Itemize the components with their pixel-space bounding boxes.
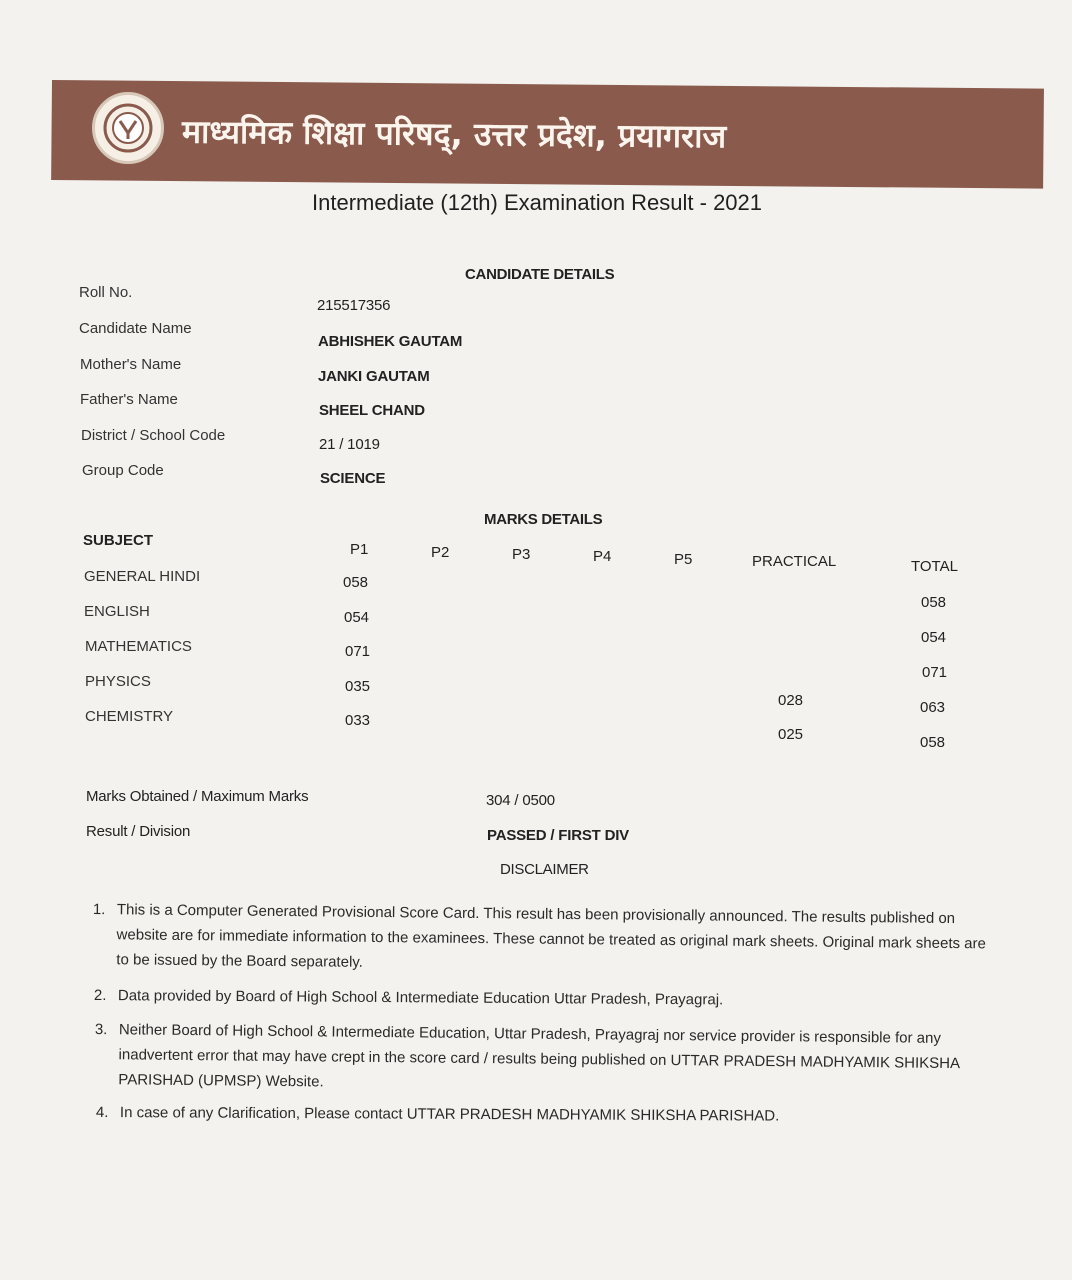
p1-marks: 058 xyxy=(343,574,369,591)
disclaimer-item-text: In case of any Clarification, Please contact UTTAR PRADESH MADHYAMIK SHIKSHA PARISHAD. xyxy=(119,1104,780,1125)
p1-marks: 071 xyxy=(345,643,371,660)
exam-title: Intermediate (12th) Examination Result - 2021 xyxy=(312,190,763,215)
disclaimer-item-number: 1. xyxy=(92,900,106,919)
disclaimer-item-number: 3. xyxy=(94,1020,108,1039)
col-total: TOTAL xyxy=(911,558,958,575)
marks-obtained-value: 304 / 0500 xyxy=(486,792,555,809)
disclaimer-item xyxy=(92,897,993,981)
subject-name: MATHEMATICS xyxy=(85,638,192,655)
mother-name-label: Mother's Name xyxy=(80,356,182,373)
disclaimer-item-text: This is a Computer Generated Provisional Score Card. This result has been provisionally announced. The results published on website are for immediate information to the examinees. These cannot be treated as original mark sheets. Original mark sheets are to be issued by the Board separately. xyxy=(116,901,986,971)
disclaimer-item-text: Neither Board of High School & Intermediate Education, Uttar Pradesh, Prayagraj nor service provider is responsible for any inadvertent error that may have crept in the score card / results being published on UTTAR PRADESH MADHYAMIK SHIKSHA PARISHAD (UPMSP) Website. xyxy=(118,1021,960,1091)
father-name-label: Father's Name xyxy=(80,391,178,408)
total-marks: 054 xyxy=(921,629,947,646)
disclaimer-item-number: 2. xyxy=(93,986,107,1005)
p1-marks: 035 xyxy=(345,678,371,695)
practical-marks: 028 xyxy=(778,692,804,709)
col-practical: PRACTICAL xyxy=(752,553,837,570)
disclaimer-item xyxy=(94,983,994,1014)
col-p4: P4 xyxy=(593,548,612,565)
candidate-name-value: ABHISHEK GAUTAM xyxy=(318,333,463,350)
total-marks: 063 xyxy=(920,699,946,716)
subject-name: GENERAL HINDI xyxy=(84,568,201,585)
col-p3: P3 xyxy=(512,546,531,563)
disclaimer-item-text: Data provided by Board of High School & Intermediate Education Uttar Pradesh, Prayagraj. xyxy=(117,987,724,1009)
roll-no-value: 215517356 xyxy=(317,297,391,314)
total-marks: 071 xyxy=(922,664,948,681)
upmsp-emblem-icon xyxy=(92,92,164,164)
disclaimer-item-number: 4. xyxy=(95,1104,109,1122)
col-p5: P5 xyxy=(674,551,693,568)
total-marks: 058 xyxy=(920,734,946,751)
practical-marks: 025 xyxy=(778,726,804,743)
father-name-value: SHEEL CHAND xyxy=(319,402,425,419)
result-division-label: Result / Division xyxy=(86,823,191,840)
disclaimer-heading: DISCLAIMER xyxy=(500,861,589,878)
marks-obtained-label: Marks Obtained / Maximum Marks xyxy=(86,788,309,805)
subject-name: ENGLISH xyxy=(84,603,150,620)
col-p1: P1 xyxy=(350,541,369,558)
roll-no-label: Roll No. xyxy=(79,284,133,301)
mother-name-value: JANKI GAUTAM xyxy=(318,368,430,385)
group-code-label: Group Code xyxy=(82,462,164,479)
district-school-code-label: District / School Code xyxy=(81,427,226,444)
candidate-name-label: Candidate Name xyxy=(79,320,192,337)
col-subject: SUBJECT xyxy=(83,532,154,549)
p1-marks: 054 xyxy=(344,609,370,626)
total-marks: 058 xyxy=(921,594,947,611)
district-school-code-value: 21 / 1019 xyxy=(319,436,380,453)
result-division-value: PASSED / FIRST DIV xyxy=(487,827,629,844)
candidate-details-heading: CANDIDATE DETAILS xyxy=(465,266,615,283)
col-p2: P2 xyxy=(431,544,450,561)
disclaimer-item xyxy=(96,1100,996,1130)
subject-name: CHEMISTRY xyxy=(85,708,174,725)
marks-details-heading: MARKS DETAILS xyxy=(484,511,603,528)
board-name: माध्यमिक शिक्षा परिषद्, उत्तर प्रदेश, प्रयागराज xyxy=(181,112,727,156)
group-code-value: SCIENCE xyxy=(320,470,386,487)
p1-marks: 033 xyxy=(345,712,371,729)
subject-name: PHYSICS xyxy=(85,673,151,690)
disclaimer-item xyxy=(94,1017,995,1101)
